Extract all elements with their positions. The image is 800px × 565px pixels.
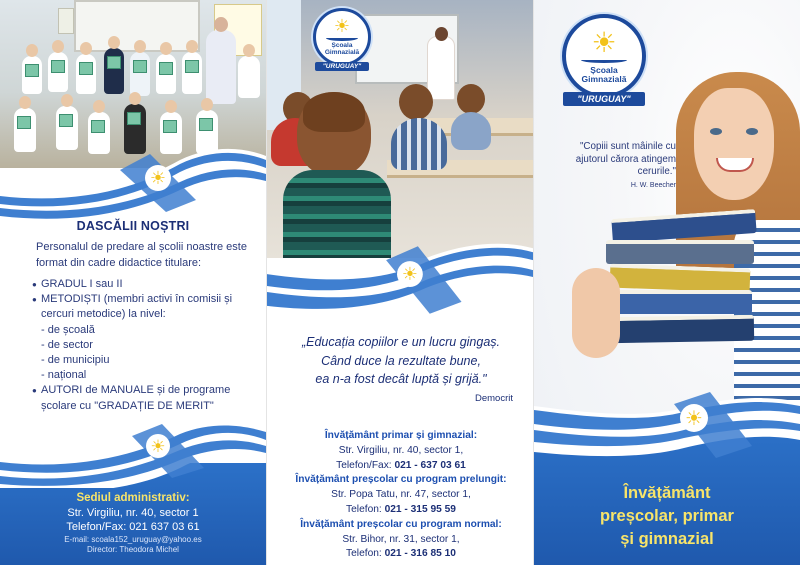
book: [604, 315, 754, 344]
middle-panel: [266, 0, 534, 565]
sun-of-may-icon: ☀: [591, 26, 617, 58]
logo-emblem: [562, 14, 646, 98]
logo-banner: "URUGUAY": [563, 92, 644, 106]
girl-eye: [710, 128, 722, 135]
list-item: - de municipiu: [41, 354, 110, 367]
program-heading: Învățământ preșcolar cu program normal:: [300, 518, 502, 530]
phone-number: 021 - 316 85 10: [384, 548, 456, 560]
qualifications-list: [33, 277, 263, 414]
program-phone: [267, 547, 534, 562]
svg-text:☀: ☀: [685, 406, 703, 430]
student: [156, 54, 176, 94]
program-address: Str. Popa Tatu, nr. 47, sector 1,: [331, 489, 471, 501]
list-item: ● METODIȘTI (membri activi în comisii și cercuri metodice) la nivel:: [33, 292, 263, 322]
beecher-quote: "Copiii sunt mâinile cu ajutorul cărora atingem cerurile.": [575, 141, 676, 178]
student: [104, 48, 124, 94]
quote-line: Când duce la rezultate bune,: [321, 353, 481, 368]
program-phone: [267, 459, 534, 474]
student-head: [297, 92, 371, 176]
teacher: [206, 30, 236, 104]
admin-heading: Sediul administrativ:: [76, 492, 190, 504]
open-book-icon: [326, 35, 357, 41]
cover-title: [534, 482, 800, 551]
school-logo: [313, 8, 371, 71]
student-head: [399, 84, 433, 120]
logo-name-line1: Școala: [331, 42, 353, 50]
right-panel: [534, 0, 800, 565]
girl-face: [694, 88, 774, 200]
flag-ribbon-top: [0, 140, 266, 220]
left-panel: [0, 0, 266, 565]
student: [22, 56, 42, 94]
wall-chart: [58, 8, 74, 34]
admin-address: Str. Virgiliu, nr. 40, sector 1: [67, 507, 199, 519]
list-item: - național: [41, 369, 87, 382]
quote-author: H. W. Beecher: [630, 182, 676, 189]
student: [238, 56, 260, 98]
school-logo: [562, 14, 646, 106]
program-heading: Învățământ preșcolar cu program prelungit:: [295, 474, 507, 486]
svg-text:☀: ☀: [401, 264, 418, 286]
quote-author: Democrit: [474, 393, 513, 404]
phone-number: 021 - 637 03 61: [394, 459, 466, 471]
admin-director: Director: Theodora Michel: [87, 545, 179, 554]
cover-title-line: și gimnazial: [620, 530, 714, 548]
program-contacts: [267, 429, 534, 562]
book: [606, 240, 754, 264]
sun-of-may-icon: ☀: [333, 16, 351, 37]
logo-emblem: [313, 8, 371, 66]
logo-name-line2: Gimnazială: [324, 49, 360, 56]
section-title: DASCĂLII NOȘTRI: [76, 219, 190, 233]
flag-ribbon: [267, 236, 533, 332]
flag-ribbon-bottom: [0, 418, 266, 488]
student: [391, 118, 447, 170]
student-head: [457, 84, 485, 114]
logo-banner: "URUGUAY": [315, 62, 370, 71]
list-item: ● GRADUL I sau II: [33, 277, 263, 292]
logo-name-line2: Gimnazială: [581, 73, 627, 84]
list-item: - de școală: [41, 323, 95, 336]
flag-ribbon: [534, 378, 800, 470]
student: [182, 52, 202, 94]
book: [600, 290, 752, 314]
girl-arm: [572, 268, 620, 358]
list-item: ● AUTORI de MANUALE și de programe școlare cu "GRADAȚIE DE MERIT": [33, 383, 263, 413]
book: [610, 264, 751, 293]
cover-title-line: preșcolar, primar: [600, 507, 734, 525]
program-phone: [267, 503, 534, 518]
program-address: Str. Bihor, nr. 31, sector 1,: [342, 533, 460, 545]
svg-text:☀: ☀: [149, 168, 167, 189]
open-book-icon: [581, 57, 627, 63]
student: [451, 112, 491, 150]
phone-label: Telefon/Fax:: [336, 459, 395, 471]
admin-phone: Telefon/Fax: 021 637 03 61: [66, 521, 200, 533]
quote-line: ea n-a fost decât luptă și grijă.": [315, 372, 487, 386]
list-item: - de sector: [41, 338, 93, 351]
admin-email[interactable]: E-mail: scoala152_uruguay@yahoo.es: [64, 535, 202, 544]
phone-label: Telefon:: [346, 548, 385, 560]
logo-name-line1: Școala: [590, 64, 618, 75]
classroom-photo: [267, 0, 534, 258]
staff-intro: Personalul de predare al școlii noastre este format din cadre didactice titulare:: [36, 241, 247, 269]
program-address: Str. Virgiliu, nr. 40, sector 1,: [338, 444, 464, 456]
girl-eye: [746, 128, 758, 135]
quote-line: „Educația copiilor e un lucru gingaș.: [301, 335, 501, 349]
teacher: [427, 36, 455, 100]
svg-text:☀: ☀: [150, 437, 166, 457]
program-heading: Învățământ primar și gimnazial:: [324, 430, 478, 441]
student: [48, 52, 68, 92]
phone-label: Telefon:: [346, 503, 385, 515]
student: [130, 52, 150, 96]
phone-number: 021 - 315 95 59: [384, 503, 456, 515]
student: [76, 54, 96, 94]
cover-title-line: Învățământ: [623, 484, 711, 502]
democritus-quote: [267, 333, 534, 389]
